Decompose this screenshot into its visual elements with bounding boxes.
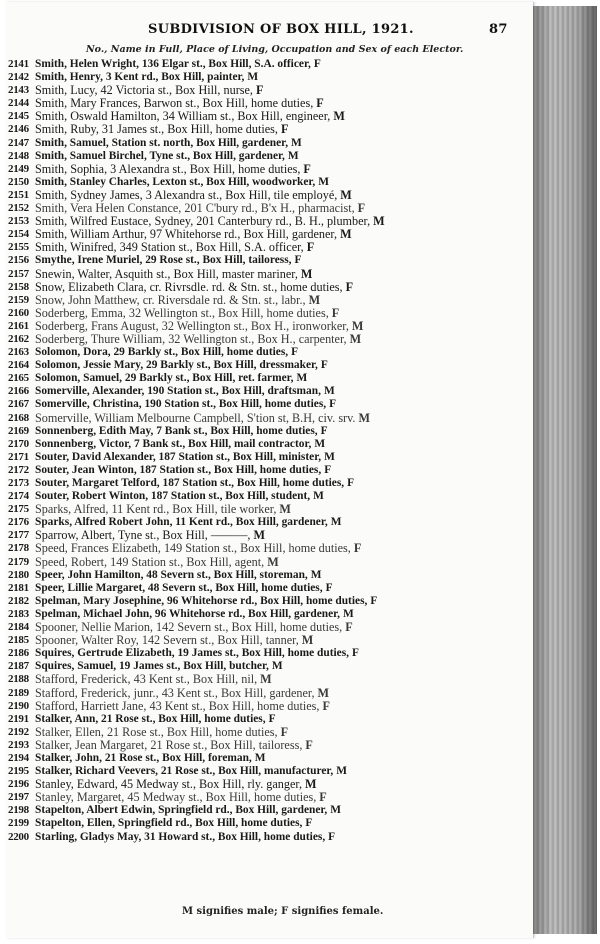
elector-row [6, 385, 533, 398]
elector-number: 2183 [8, 607, 29, 620]
elector-details: Souter, Jean Winton, 187 Station st., Box Hill, home duties, [35, 463, 322, 476]
elector-sex: M [260, 672, 272, 687]
elector-sex: M [271, 660, 283, 673]
elector-number: 2175 [8, 503, 29, 516]
elector-sex: M [373, 214, 385, 229]
elector-number: 2170 [8, 437, 29, 450]
elector-number: 2197 [8, 791, 29, 804]
elector-details: Stapelton, Ellen, Springfield rd., Box Hill, home duties, [35, 817, 303, 830]
elector-number: 2165 [8, 372, 29, 385]
elector-row [6, 359, 533, 372]
elector-details: Smith, Samuel Birchel, Tyne st., Box Hill, gardener, [35, 149, 285, 162]
elector-text [35, 137, 302, 150]
elector-text [35, 241, 314, 254]
elector-details: Smith, Winifred, 349 Station st., Box Hill, S.A. officer, [35, 240, 304, 255]
elector-sex: M [310, 568, 322, 581]
elector-sex: M [300, 266, 313, 281]
elector-sex: M [330, 804, 342, 817]
elector-details: Smith, Wilfred Eustace, Sydney, 201 Canterbury rd., B. H., plumber, [35, 214, 371, 229]
elector-details: Smith, Stanley Charles, Lexton st., Box Hill, woodworker, [35, 175, 316, 188]
elector-number: 2195 [8, 765, 29, 778]
elector-row [6, 123, 533, 136]
elector-list [6, 58, 533, 844]
elector-row [6, 700, 533, 713]
elector-row [6, 163, 533, 176]
elector-details: Stafford, Frederick, junr., 43 Kent st., Box Hill, gardener, [35, 685, 315, 700]
elector-text [35, 477, 354, 490]
elector-details: Somerville, William Melbourne Campbell, S'tion st, B.H, civ. srv. [35, 410, 356, 425]
page-header [6, 22, 533, 42]
elector-number: 2169 [8, 424, 29, 437]
elector-details: Smith, Sophia, 3 Alexandra st., Box Hill, home duties, [35, 161, 301, 176]
elector-details: Smith, Helen Wright, 136 Elgar st., Box Hill, S.A. officer, [35, 58, 311, 70]
elector-sex: F [370, 594, 378, 607]
elector-text [35, 359, 328, 372]
elector-row [6, 634, 533, 647]
elector-details: Sparks, Alfred, 11 Kent rd., Box Hill, tile worker, [35, 502, 277, 517]
elector-details: Soderberg, Thure William, 32 Wellington st., Box H., carpenter, [35, 331, 347, 346]
elector-details: Smith, Sydney James, 3 Alexandra st., Box Hill, tile employé, [35, 187, 338, 202]
elector-number: 2194 [8, 751, 29, 764]
elector-number: 2189 [8, 686, 29, 699]
elector-details: Solomon, Jessie Mary, 29 Barkly st., Box Hill, dressmaker, [35, 359, 318, 372]
elector-details: Starling, Gladys May, 31 Howard st., Box Hill, home duties, [35, 830, 326, 843]
elector-text [35, 556, 279, 569]
elector-number: 2154 [8, 228, 29, 241]
elector-number: 2146 [8, 123, 29, 136]
elector-sex: F [294, 254, 302, 267]
elector-number: 2193 [8, 738, 29, 751]
elector-details: Speed, Frances Elizabeth, 149 Station st., Box Hill, home duties, [35, 541, 351, 556]
elector-number: 2161 [8, 319, 29, 332]
elector-sex: M [317, 685, 330, 700]
elector-row [6, 412, 533, 425]
elector-text [35, 464, 331, 477]
elector-number: 2184 [8, 621, 29, 634]
elector-number: 2147 [8, 136, 29, 149]
elector-details: Smith, Ruby, 31 James st., Box Hill, home duties, [35, 122, 278, 137]
elector-number: 2196 [8, 778, 29, 791]
elector-number: 2174 [8, 490, 29, 503]
elector-sex: F [353, 541, 362, 556]
elector-number: 2190 [8, 699, 29, 712]
elector-sex: F [351, 647, 359, 660]
elector-details: Smith, Henry, 3 Kent rd., Box Hill, painter, [35, 71, 245, 84]
elector-number: 2168 [8, 411, 29, 424]
elector-details: Stafford, Harriett Jane, 43 Kent st., Box Hill, home duties, [35, 698, 320, 713]
elector-text [35, 503, 291, 516]
page-edges-shadow [533, 6, 597, 934]
elector-details: Soderberg, Emma, 32 Wellington st., Box Hill, home duties, [35, 305, 329, 320]
elector-row [6, 804, 533, 817]
elector-details: Stafford, Frederick, 43 Kent st., Box Hill, nil, [35, 672, 258, 687]
elector-details: Soderberg, Frans August, 32 Wellington st., Box H., ironworker, [35, 318, 349, 333]
elector-number: 2186 [8, 647, 29, 660]
elector-sex: F [255, 83, 264, 98]
elector-number: 2163 [8, 346, 29, 359]
elector-sex: F [328, 830, 336, 843]
elector-text [35, 412, 370, 425]
elector-text [35, 700, 330, 713]
elector-number: 2180 [8, 568, 29, 581]
elector-sex: M [308, 292, 321, 307]
elector-sex: F [305, 737, 313, 752]
elector-row [6, 58, 533, 71]
elector-sex: F [316, 96, 324, 111]
elector-details: Snow, John Matthew, cr. Riversdale rd. & Stn. st., labr., [35, 292, 306, 307]
elector-sex: F [329, 398, 337, 411]
elector-number: 2145 [8, 110, 29, 123]
elector-details: Squires, Samuel, 19 James st., Box Hill, butcher, [35, 660, 269, 673]
elector-sex: F [291, 346, 299, 359]
elector-text [35, 425, 328, 438]
elector-sex: M [323, 385, 335, 398]
elector-text [35, 804, 341, 817]
elector-row [6, 137, 533, 150]
elector-sex: M [340, 227, 352, 242]
elector-number: 2166 [8, 385, 29, 398]
elector-details: Smith, Mary Frances, Barwon st., Box Hill, home duties, [35, 96, 314, 111]
elector-sex: F [357, 201, 366, 216]
elector-row [6, 752, 533, 765]
elector-sex: F [320, 424, 328, 437]
elector-sex: M [313, 490, 324, 503]
elector-sex: F [345, 620, 353, 635]
elector-sex: F [331, 305, 340, 320]
elector-text [35, 817, 312, 830]
elector-details: Smith, William Arthur, 97 Whitehorse rd., Box Hill, gardener, [35, 227, 338, 242]
elector-row [6, 817, 533, 830]
elector-number: 2177 [8, 529, 29, 542]
elector-sex: F [347, 477, 355, 489]
elector-number: 2179 [8, 555, 29, 568]
elector-text [35, 163, 311, 176]
elector-sex: F [306, 240, 315, 255]
elector-row [6, 503, 533, 516]
elector-text [35, 372, 307, 385]
elector-text [35, 346, 298, 359]
elector-sex: F [313, 58, 321, 70]
elector-details: Smythe, Irene Muriel, 29 Rose st., Box Hill, tailoress, [35, 254, 292, 267]
elector-number: 2142 [8, 71, 29, 84]
elector-sex: M [314, 437, 326, 450]
elector-sex: F [280, 724, 289, 739]
elector-details: Souter, Robert Winton, 187 Station st., Box Hill, student, [35, 490, 311, 503]
elector-sex: M [301, 633, 314, 648]
elector-text [35, 634, 313, 647]
elector-details: Smith, Samuel, Station st. north, Box Hill, gardener, [35, 136, 289, 149]
elector-sex: F [303, 161, 311, 176]
elector-text [35, 385, 335, 398]
elector-number: 2173 [8, 477, 29, 489]
elector-text [35, 58, 321, 71]
elector-number: 2156 [8, 254, 29, 267]
elector-details: Smith, Lucy, 42 Victoria st., Box Hill, nurse, [35, 83, 253, 98]
elector-sex: M [340, 187, 352, 202]
elector-row [6, 647, 533, 660]
elector-sex: F [320, 359, 328, 372]
elector-sex: M [287, 149, 299, 162]
register-page [6, 2, 534, 938]
elector-row [6, 739, 533, 752]
elector-number: 2199 [8, 817, 29, 830]
elector-details: Stalker, Richard Veevers, 21 Rose st., Box Hill, manufacturer, [35, 765, 334, 778]
elector-sex: M [358, 410, 370, 425]
elector-sex: M [318, 175, 330, 188]
elector-sex: M [254, 751, 266, 764]
elector-sex: F [268, 712, 276, 725]
elector-number: 2152 [8, 202, 29, 215]
elector-details: Somerville, Alexander, 190 Station st., Box Hill, draftsman, [35, 385, 321, 398]
elector-details: Spelman, Michael John, 96 Whitehorse rd., Box Hill, gardener, [35, 607, 341, 620]
elector-details: Solomon, Dora, 29 Barkly st., Box Hill, home duties, [35, 346, 289, 359]
elector-sex: F [319, 790, 327, 805]
elector-number: 2181 [8, 581, 29, 594]
elector-details: Squires, Gertrude Elizabeth, 19 James st., Box Hill, home duties, [35, 647, 349, 660]
elector-details: Stanley, Margaret, 45 Medway st., Box Hill, home duties, [35, 790, 317, 805]
elector-number: 2187 [8, 660, 29, 673]
column-description: No., Name in Full, Place of Living, Occupation and Sex of each Elector. [86, 44, 464, 55]
elector-text [35, 831, 335, 844]
elector-details: Speed, Robert, 149 Station st., Box Hill, agent, [35, 554, 265, 569]
elector-sex: M [324, 450, 335, 463]
elector-sex: M [291, 136, 302, 149]
elector-number: 2153 [8, 215, 29, 228]
elector-row [6, 595, 533, 608]
elector-number: 2143 [8, 84, 29, 97]
elector-details: Snow, Elizabeth Clara, cr. Rivrsdle. rd. & Stn. st., home duties, [35, 279, 343, 294]
elector-text [35, 569, 322, 582]
page-title: SUBDIVISION OF BOX HILL, 1921. [148, 22, 414, 37]
elector-number: 2160 [8, 306, 29, 319]
elector-details: Smith, Vera Helen Constance, 201 C'bury rd., B'x H., pharmacist, [35, 201, 355, 216]
elector-sex: M [253, 528, 265, 543]
elector-row [6, 477, 533, 490]
elector-number: 2150 [8, 175, 29, 188]
elector-row [6, 425, 533, 438]
elector-row [6, 556, 533, 569]
elector-details: Solomon, Samuel, 29 Barkly st., Box Hill, ret. farmer, [35, 372, 294, 385]
elector-details: Stapelton, Albert Edwin, Springfield rd., Box Hill, gardener, [35, 804, 328, 817]
elector-details: Stanley, Edward, 45 Medway st., Box Hill, rly. ganger, [35, 777, 303, 792]
elector-sex: F [345, 279, 354, 294]
elector-text [35, 582, 333, 595]
elector-sex: M [267, 554, 279, 569]
elector-number: 2141 [8, 58, 29, 70]
elector-details: Spelman, Mary Josephine, 96 Whitehorse rd., Box Hill, home duties, [35, 594, 368, 607]
elector-sex: F [324, 463, 332, 476]
elector-sex: M [305, 777, 317, 792]
elector-number: 2164 [8, 359, 29, 372]
elector-details: Smith, Oswald Hamilton, 34 William st., Box Hill, engineer, [35, 109, 331, 124]
page-number: 87 [489, 22, 508, 37]
elector-row [6, 241, 533, 254]
elector-sex: F [322, 698, 330, 713]
elector-number: 2188 [8, 673, 29, 686]
elector-details: Souter, Margaret Telford, 187 Station st., Box Hill, home duties, [35, 477, 345, 489]
elector-details: Sonnenberg, Edith May, 7 Bank st., Box Hill, home duties, [35, 424, 318, 437]
elector-details: Stalker, Jean Margaret, 21 Rose st., Box Hill, tailoress, [35, 737, 303, 752]
elector-sex: M [351, 318, 364, 333]
elector-number: 2198 [8, 804, 29, 817]
elector-text [35, 123, 288, 136]
elector-number: 2149 [8, 162, 29, 175]
elector-number: 2200 [8, 830, 29, 843]
elector-sex: M [349, 331, 362, 346]
elector-number: 2172 [8, 463, 29, 476]
elector-number: 2148 [8, 149, 29, 162]
elector-row [6, 791, 533, 804]
elector-number: 2159 [8, 293, 29, 306]
elector-text [35, 791, 327, 804]
elector-number: 2144 [8, 97, 29, 110]
elector-number: 2176 [8, 516, 29, 529]
elector-row [6, 372, 533, 385]
elector-number: 2182 [8, 594, 29, 607]
elector-number: 2167 [8, 398, 29, 411]
elector-row [6, 464, 533, 477]
elector-details: Stalker, Ann, 21 Rose st., Box Hill, home duties, [35, 712, 266, 725]
elector-sex: M [333, 109, 345, 124]
legend-note: M signifies male; F signifies female. [182, 906, 384, 917]
elector-sex: M [279, 502, 291, 517]
elector-number: 2151 [8, 188, 29, 201]
elector-sex: M [247, 71, 259, 84]
elector-details: Sparrow, Albert, Tyne st., Box Hill, ———, [35, 528, 251, 543]
elector-row [6, 346, 533, 359]
elector-row [6, 569, 533, 582]
elector-sex: F [280, 122, 289, 137]
elector-text [35, 739, 313, 752]
elector-text [35, 333, 361, 346]
elector-sex: F [325, 581, 333, 594]
elector-sex: F [305, 817, 313, 830]
elector-number: 2178 [8, 542, 29, 555]
elector-sex: M [336, 765, 348, 778]
elector-row [6, 831, 533, 844]
elector-number: 2192 [8, 725, 29, 738]
elector-row [6, 333, 533, 346]
elector-row [6, 438, 533, 451]
elector-details: Speer, John Hamilton, 48 Severn st., Box Hill, storeman, [35, 568, 308, 581]
elector-sex: M [343, 607, 354, 620]
elector-row [6, 582, 533, 595]
elector-text [35, 647, 359, 660]
elector-sex: M [296, 372, 308, 385]
elector-details: Speer, Lillie Margaret, 48 Severn st., Box Hill, home duties, [35, 581, 323, 594]
elector-details: Stalker, Ellen, 21 Rose st., Box Hill, home duties, [35, 724, 278, 739]
elector-number: 2155 [8, 241, 29, 254]
elector-sex: M [330, 516, 342, 529]
elector-details: Sparks, Alfred Robert John, 11 Kent rd., Box Hill, gardener, [35, 516, 328, 529]
elector-details: Snewin, Walter, Asquith st., Box Hill, master mariner, [35, 266, 298, 281]
elector-text [35, 438, 325, 451]
elector-number: 2157 [8, 267, 29, 280]
elector-number: 2158 [8, 280, 29, 293]
elector-details: Spooner, Walter Roy, 142 Severn st., Box Hill, tanner, [35, 633, 299, 648]
elector-details: Souter, David Alexander, 187 Station st., Box Hill, minister, [35, 450, 322, 463]
elector-number: 2162 [8, 332, 29, 345]
elector-number: 2185 [8, 634, 29, 647]
elector-details: Spooner, Nellie Marion, 142 Severn st., Box Hill, home duties, [35, 620, 343, 635]
elector-text [35, 752, 266, 765]
elector-row [6, 451, 533, 464]
elector-text [35, 451, 335, 464]
elector-number: 2191 [8, 712, 29, 725]
elector-details: Sonnenberg, Victor, 7 Bank st., Box Hill, mail contractor, [35, 437, 312, 450]
elector-details: Somerville, Christina, 190 Station st., Box Hill, home duties, [35, 398, 327, 411]
elector-number: 2171 [8, 450, 29, 463]
elector-details: Stalker, John, 21 Rose st., Box Hill, foreman, [35, 751, 252, 764]
elector-text [35, 595, 377, 608]
